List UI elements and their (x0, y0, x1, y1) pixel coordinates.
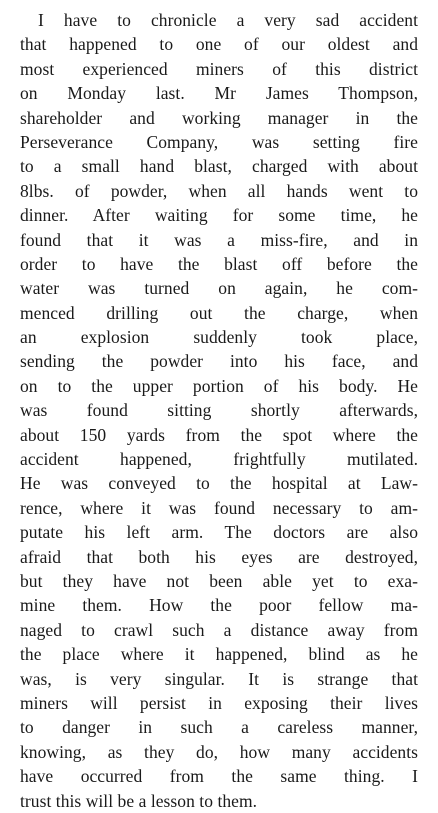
article-line: 8lbs. of powder, when all hands went to (20, 180, 418, 201)
article-line: knowing, as they do, how many accidents (20, 741, 418, 762)
article-line: most experienced miners of this district (20, 58, 418, 79)
article-line: on Monday last. Mr James Thompson, (20, 83, 418, 104)
article-column (20, 8, 418, 811)
article-line: was found sitting shortly afterwards, (20, 400, 418, 421)
article-line: to a small hand blast, charged with about (20, 156, 418, 177)
article-line: water was turned on again, he com- (20, 278, 418, 299)
article-line: Perseverance Company, was setting fire (20, 131, 418, 152)
article-line: accident happened, frightfully mutilated. (20, 449, 418, 470)
article-line: He was conveyed to the hospital at Law- (20, 473, 418, 494)
article-line: but they have not been able yet to exa- (20, 570, 418, 591)
article-line: the place where it happened, blind as he (20, 644, 418, 665)
article-line: to danger in such a careless manner, (20, 717, 418, 738)
article-line: trust this will be a lesson to them. (20, 790, 258, 811)
article-line: mine them. How the poor fellow ma- (20, 595, 418, 616)
article-line: rence, where it was found necessary to am- (20, 497, 418, 518)
article-line: have occurred from the same thing. I (20, 766, 418, 787)
article-line: sending the powder into his face, and (20, 351, 418, 372)
article-line: afraid that both his eyes are destroyed, (20, 546, 418, 567)
article-line: was, is very singular. It is strange that (20, 668, 418, 689)
article-line: on to the upper portion of his body. He (20, 375, 418, 396)
article-line: order to have the blast off before the (20, 253, 418, 274)
article-line: about 150 yards from the spot where the (20, 424, 418, 445)
article-line: an explosion suddenly took place, (20, 327, 418, 348)
article-line: dinner. After waiting for some time, he (20, 205, 418, 226)
article-line: that happened to one of our oldest and (20, 34, 418, 55)
article-line: I have to chronicle a very sad accident (38, 10, 418, 30)
article-line: naged to crawl such a distance away from (20, 619, 418, 640)
article-line: miners will persist in exposing their lives (20, 692, 418, 713)
article-line: shareholder and working manager in the (20, 107, 418, 128)
article-line: found that it was a miss-fire, and in (20, 229, 418, 250)
article-line: putate his left arm. The doctors are also (20, 522, 418, 543)
article-line: menced drilling out the charge, when (20, 302, 418, 323)
